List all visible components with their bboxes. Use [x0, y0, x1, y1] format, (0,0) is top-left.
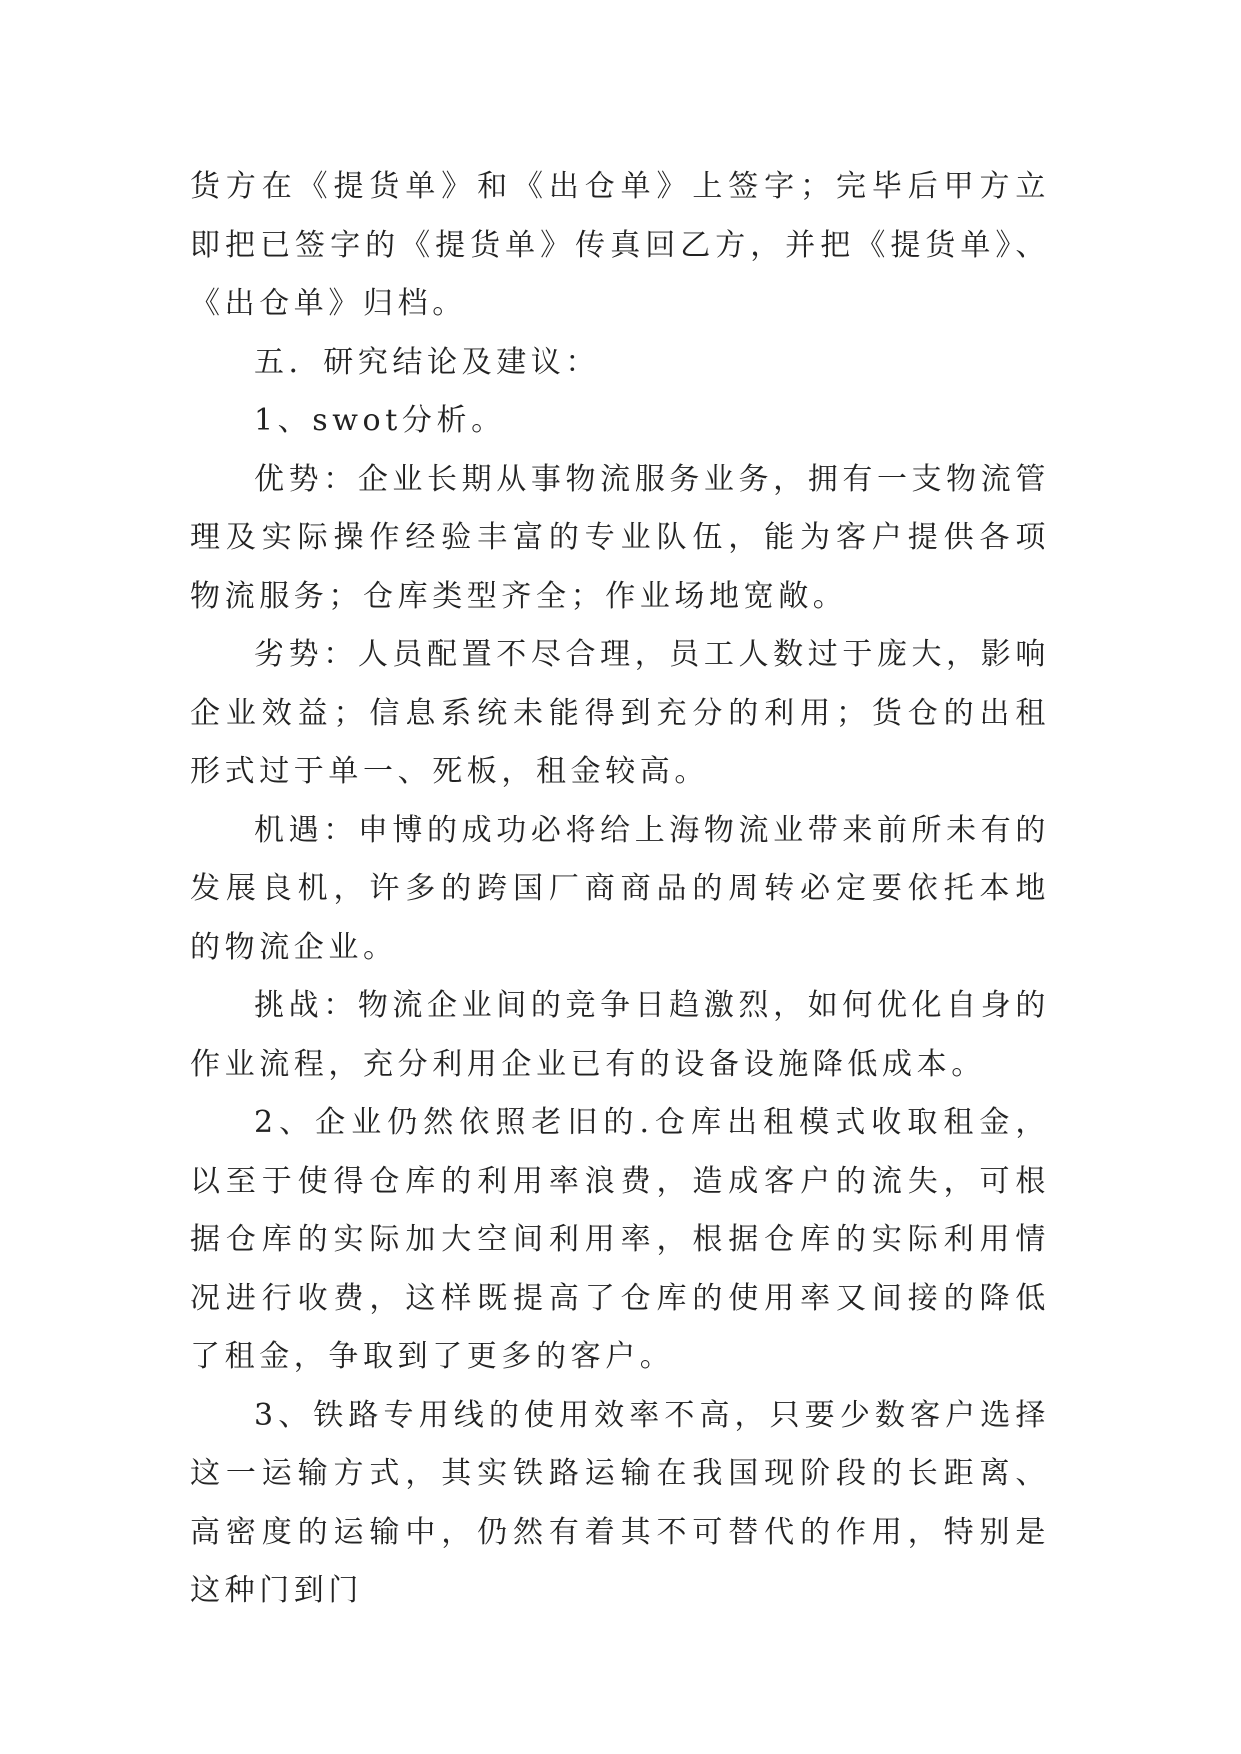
paragraph-strengths: 优势：企业长期从事物流服务业务，拥有一支物流管理及实际操作经验丰富的专业队伍，能为客户提供各项物流服务；仓库类型齐全；作业场地宽敞。 — [190, 461, 1050, 614]
paragraph-threats: 挑战：物流企业间的竞争日趋激烈，如何优化自身的作业流程，充分利用企业已有的设备设施降低成本。 — [190, 988, 1050, 1082]
paragraph-point-3: 3、铁路专用线的使用效率不高，只要少数客户选择这一运输方式，其实铁路运输在我国现阶段的长距离、高密度的运输中，仍然有着其不可替代的作用，特别是这种门到门 — [190, 1397, 1050, 1608]
paragraph-point-2: 2、企业仍然依照老旧的.仓库出租模式收取租金，以至于使得仓库的利用率浪费，造成客户的流失，可根据仓库的实际加大空间利用率，根据仓库的实际利用情况进行收费，这样既提高了仓库的使用率又间接的降低了租金，争取到了更多的客户。 — [190, 1105, 1050, 1374]
document-body — [190, 158, 1050, 1621]
section-heading: 五．研究结论及建议： — [254, 344, 600, 380]
subsection-heading: 1、swot分析。 — [254, 403, 506, 438]
paragraph-opportunities: 机遇：申博的成功必将给上海物流业带来前所未有的发展良机，许多的跨国厂商商品的周转必定要依托本地的物流企业。 — [190, 812, 1050, 965]
paragraph-continuation: 货方在《提货单》和《出仓单》上签字；完毕后甲方立即把已签字的《提货单》传真回乙方，并把《提货单》、《出仓单》归档。 — [190, 169, 1050, 321]
paragraph-weaknesses: 劣势：人员配置不尽合理，员工人数过于庞大，影响企业效益；信息系统未能得到充分的利用；货仓的出租形式过于单一、死板，租金较高。 — [190, 637, 1050, 789]
